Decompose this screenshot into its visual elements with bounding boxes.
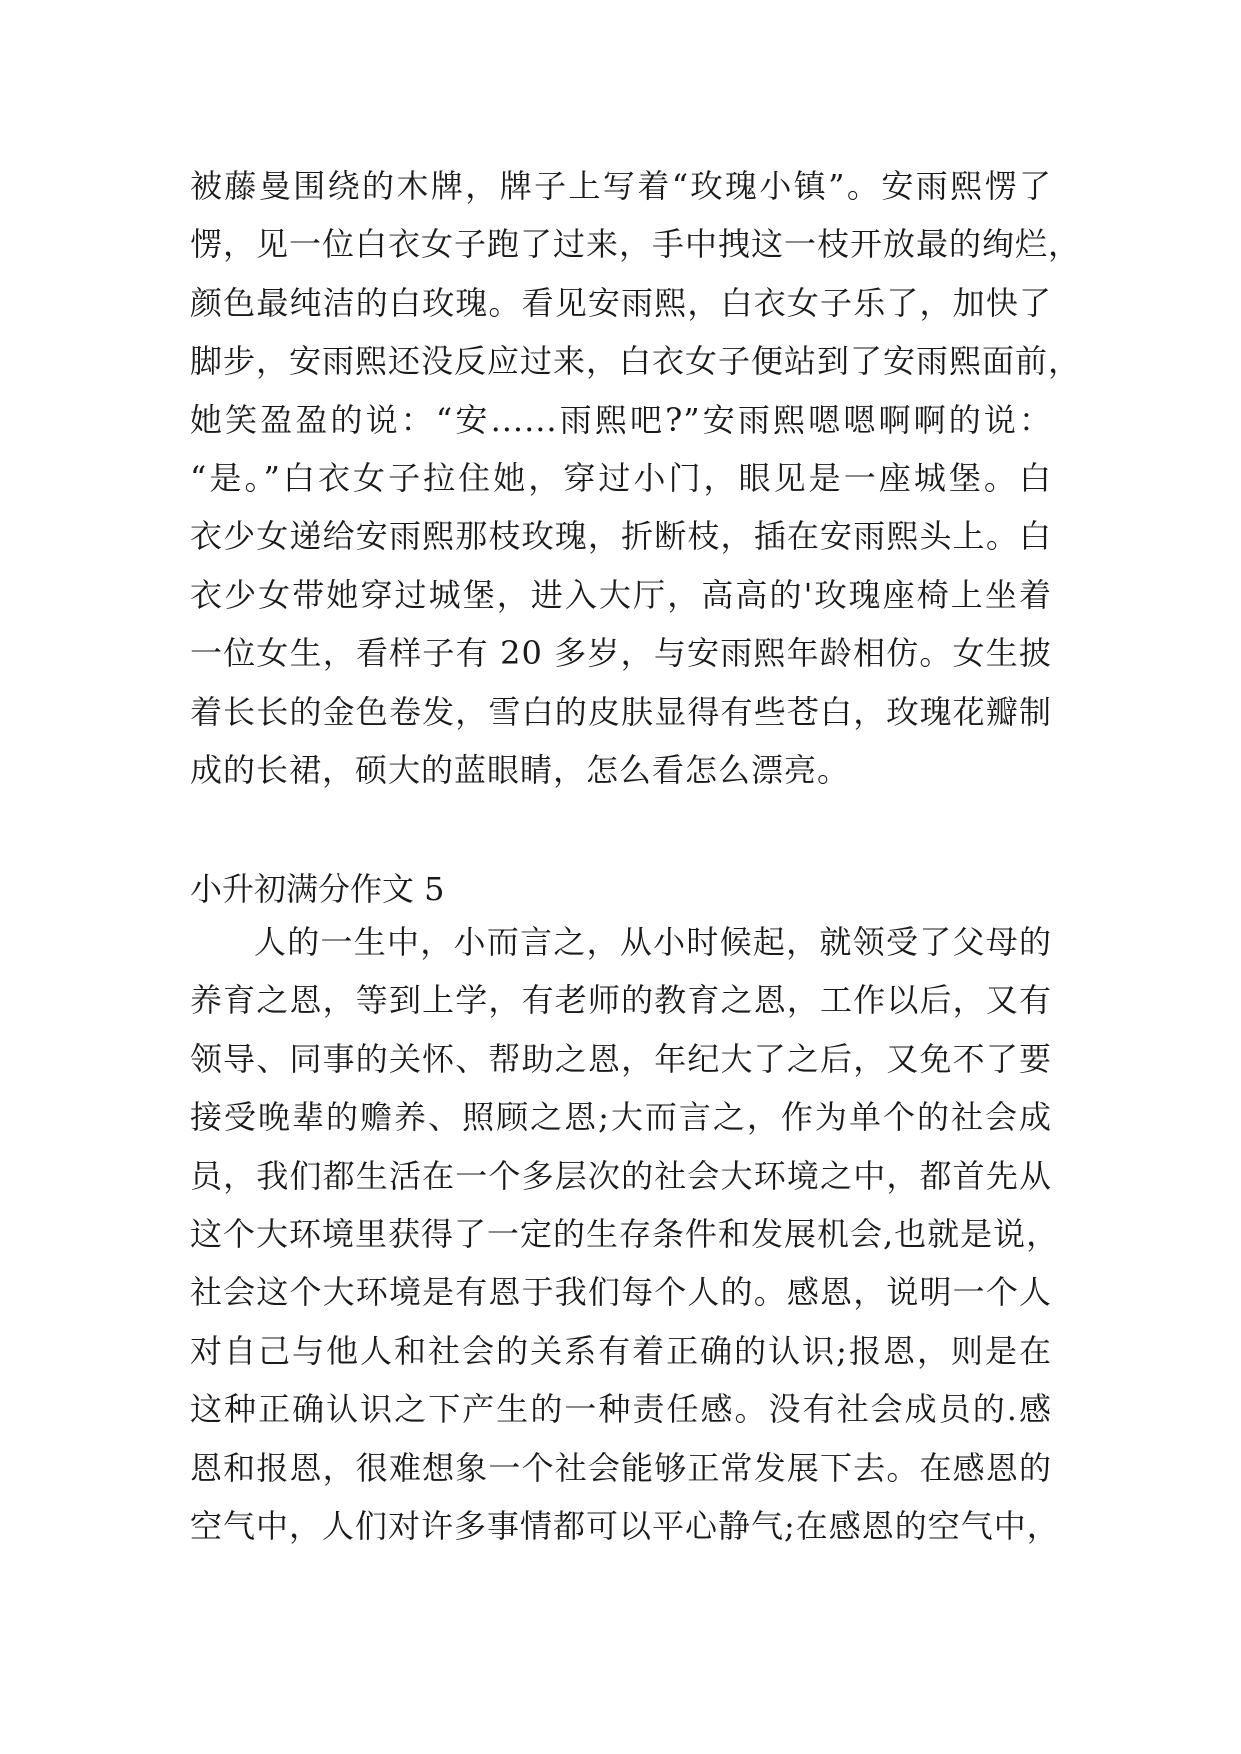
text-line: 脚步，安雨熙还没反应过来，白衣女子便站到了安雨熙面前， (190, 342, 1082, 381)
text-line: 成的长裙，硕大的蓝眼睛，怎么看怎么漂亮。 (190, 750, 851, 789)
paragraph-essay (190, 913, 1060, 1555)
text-line: 人的一生中，小而言之，从小时候起，就领受了父母的 (254, 923, 1052, 961)
text-line: 社会这个大环境是有恩于我们每个人的。感恩，说明一个人 (190, 1273, 1052, 1312)
text-line: 这种正确认识之下产生的一种责任感。没有社会成员的.感 (190, 1390, 1052, 1429)
text-line: 愣，见一位白衣女子跑了过来，手中拽这一枝开放最的绚烂， (190, 225, 1082, 264)
text-line: 员，我们都生活在一个多层次的社会大环境之中，都首先从 (190, 1156, 1052, 1195)
text-line: 衣少女带她穿过城堡，进入大厅，高高的'玫瑰座椅上坐着 (190, 575, 1052, 614)
text-line: 恩和报恩，很难想象一个社会能够正常发展下去。在感恩的 (190, 1448, 1052, 1487)
text-line: 衣少女递给安雨熙那枝玫瑰，折断枝，插在安雨熙头上。白 (190, 517, 1052, 556)
text-line: 这个大环境里获得了一定的生存条件和发展机会,也就是说， (190, 1214, 1060, 1253)
text-line: 被藤曼围绕的木牌，牌子上写着“玫瑰小镇”。安雨熙愣了 (190, 167, 1052, 205)
text-line: 空气中，人们对许多事情都可以平心静气;在感恩的空气中， (190, 1506, 1060, 1545)
paragraph-story (190, 157, 1082, 799)
text-line: 领导、同事的关怀、帮助之恩，年纪大了之后，又免不了要 (190, 1039, 1052, 1078)
text-line: 她笑盈盈的说：“安......雨熙吧?”安雨熙嗯嗯啊啊的说： (190, 400, 1052, 439)
text-line: 接受晚辈的赡养、照顾之恩;大而言之，作为单个的社会成 (190, 1098, 1052, 1137)
text-line: 着长长的金色卷发，雪白的皮肤显得有些苍白，玫瑰花瓣制 (190, 692, 1052, 731)
text-line: “是。”白衣女子拉住她，穿过小门，眼见是一座城堡。白 (190, 458, 1052, 497)
text-line: 养育之恩，等到上学，有老师的教育之恩，工作以后，又有 (190, 981, 1052, 1020)
text-line: 对自己与他人和社会的关系有着正确的认识;报恩，则是在 (190, 1331, 1052, 1370)
text-line: 一位女生，看样子有 20 多岁，与安雨熙年龄相仿。女生披 (190, 634, 1052, 673)
text-line: 颜色最纯洁的白玫瑰。看见安雨熙，白衣女子乐了，加快了 (190, 283, 1052, 322)
section-heading: 小升初满分作文 5 (190, 870, 445, 908)
